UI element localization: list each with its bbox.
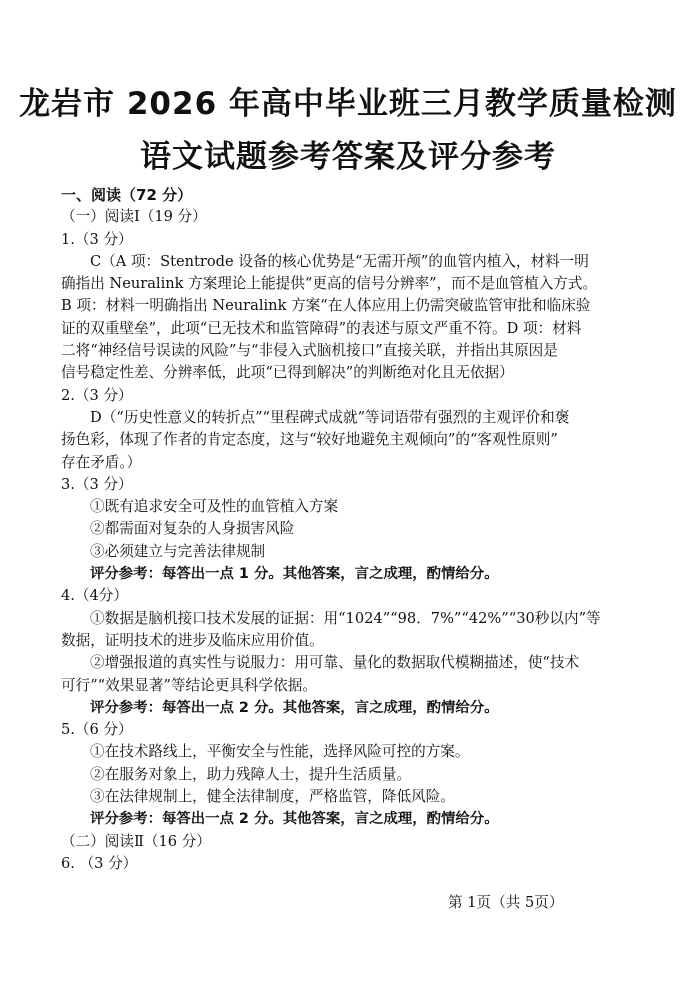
question-4-text-line: 数据，证明技术的进步及临床应用价值。	[61, 631, 324, 649]
question-1-text-line: C（A 项：Stentrode 设备的核心优势是“无需开颅”的血管内植入，材料一明	[90, 252, 589, 270]
question-2-text-line: 扬色彩，体现了作者的肯定态度，这与“较好地避免主观倾向”的“客观性原则”	[61, 431, 558, 449]
document-body	[61, 184, 641, 875]
question-1-label: 1.（3 分）	[61, 230, 133, 248]
question-1-text-line: 证的双重壁垒”，此项“已无技术和监管障碍”的表述与原文严重不符。D 项：材料	[61, 319, 582, 337]
question-1-text-line: 信号稳定性差、分辨率低，此项“已得到解决”的判断绝对化且无依据）	[61, 364, 514, 382]
question-6-label: 6. （3 分）	[61, 854, 138, 872]
page-number: 第 1页（共 5页）	[448, 894, 564, 911]
question-3-label: 3.（3 分）	[61, 475, 133, 493]
question-4-scoring-note: 评分参考：每答出一点 2 分。其他答案，言之成理，酌情给分。	[90, 699, 499, 716]
question-3-scoring-note: 评分参考：每答出一点 1 分。其他答案，言之成理，酌情给分。	[90, 566, 499, 583]
question-3-point: ③必须建立与完善法律规制	[90, 542, 266, 560]
question-5-point: ②在服务对象上，助力残障人士，提升生活质量。	[90, 765, 412, 783]
question-5-point: ①在技术路线上，平衡安全与性能，选择风险可控的方案。	[90, 743, 470, 761]
question-5-label: 5.（6 分）	[61, 721, 133, 739]
question-4-label: 4.（4分）	[61, 587, 128, 605]
question-1-text-line: B 项：材料一明确指出 Neuralink 方案“在人体应用上仍需突破监管审批和临床验	[61, 297, 591, 315]
question-4-text-line: 可行”“效果显著”等结论更具科学依据。	[61, 676, 317, 694]
section-heading-reading: 一、阅读（72 分）	[61, 186, 193, 204]
question-4-text-line: ②增强报道的真实性与说服力：用可靠、量化的数据取代模糊描述，使“技术	[90, 654, 580, 672]
question-3-point: ②都需面对复杂的人身损害风险	[90, 520, 295, 538]
document-title-line1: 龙岩市 2026 年高中毕业班三月教学质量检测	[19, 86, 677, 122]
question-5-point: ③在法律规制上，健全法律制度，严格监管，降低风险。	[90, 788, 455, 806]
question-5-scoring-note: 评分参考：每答出一点 2 分。其他答案，言之成理，酌情给分。	[90, 811, 499, 828]
subsection-heading-reading-1: （一）阅读Ⅰ（19 分）	[61, 208, 207, 226]
question-4-text-line: ①数据是脑机接口技术发展的证据：用“1024”“98．7%”“42%”“30秒以内”等	[90, 609, 601, 627]
question-3-point: ①既有追求安全可及性的血管植入方案	[90, 498, 339, 516]
question-2-text-line: D（“历史性意义的转折点”“里程碑式成就”等词语带有强烈的主观评价和褒	[90, 408, 570, 426]
question-2-label: 2.（3 分）	[61, 386, 133, 404]
question-1-text-line: 确指出 Neuralink 方案理论上能提供“更高的信号分辨率”，而不是血管植入方式。	[61, 275, 598, 293]
question-2-text-line: 存在矛盾。）	[61, 453, 142, 471]
document-title-line2: 语文试题参考答案及评分参考	[140, 139, 556, 175]
subsection-heading-reading-2: （二）阅读Ⅱ（16 分）	[61, 832, 211, 850]
question-1-text-line: 二将“神经信号误读的风险”与“非侵入式脑机接口”直接关联，并指出其原因是	[61, 342, 558, 360]
